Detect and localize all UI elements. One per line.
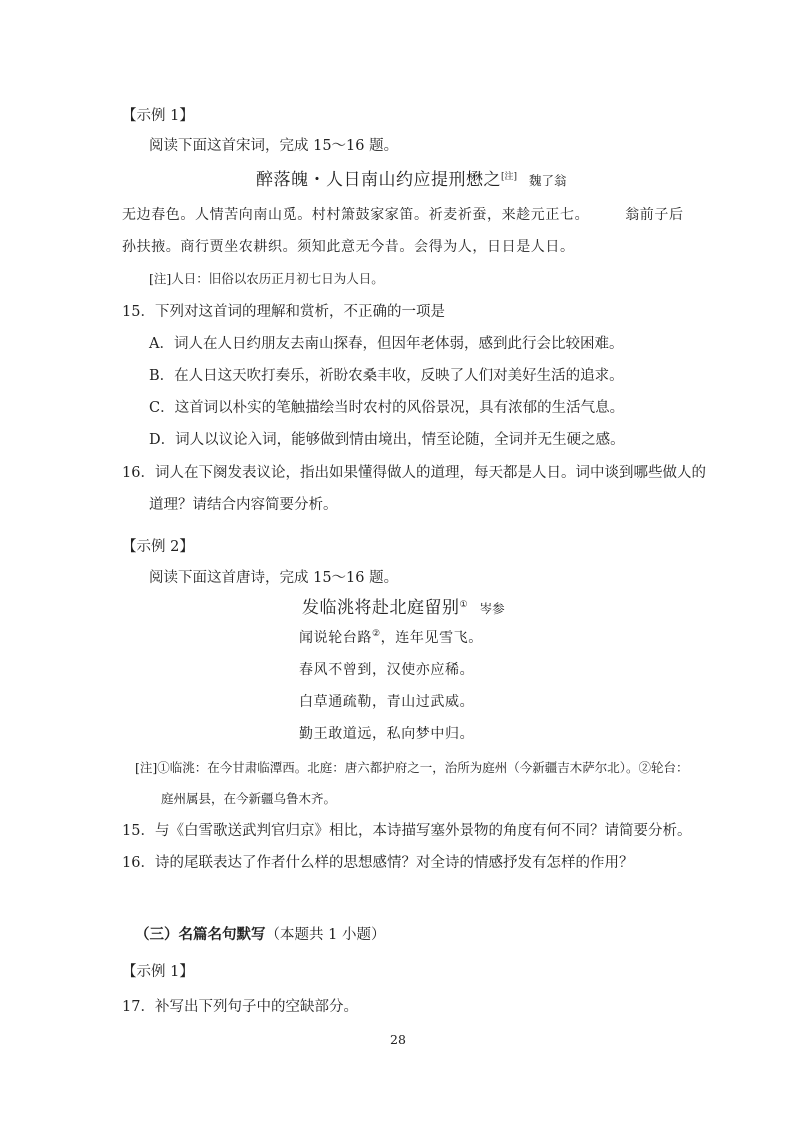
example2-note-line-2: 庭州属县，在今新疆乌鲁木齐。 <box>161 791 337 806</box>
example1-instruction: 阅读下面这首宋词，完成 15～16 题。 <box>149 138 399 154</box>
verse-1-start: 闻说轮台路 <box>299 630 372 646</box>
section3-label: 【示例 1】 <box>122 964 194 980</box>
example1-option-c: C．这首词以朴实的笔触描绘当时农村的风俗景况，具有浓郁的生活气息。 <box>149 400 625 416</box>
poem-author: 魏了翁 <box>529 173 567 188</box>
example1-option-d: D．词人以议论入词，能够做到情由境出，情至论随，全词并无生硬之感。 <box>149 432 625 448</box>
example1-question-16-line-1: 16．词人在下阕发表议论，指出如果懂得做人的道理，每天都是人日。词中谈到哪些做人的 <box>122 465 706 481</box>
example2-label: 【示例 2】 <box>122 539 194 555</box>
poem-title-text: 醉落魄・人日南山约应提刑懋之 <box>256 170 501 190</box>
example1-question-15: 15．下列对这首词的理解和赏析，不正确的一项是 <box>122 304 445 320</box>
example1-option-a: A．词人在人日约朋友去南山探春，但因年老体弱，感到此行会比较困难。 <box>149 336 624 352</box>
example2-verse-4: 勤王敢道远，私向梦中归。 <box>299 726 475 742</box>
example1-question-16-line-2: 道理？请结合内容简要分析。 <box>149 497 338 513</box>
poem-line-1-main: 无边春色。人情苦向南山觅。村村箫鼓家家笛。祈麦祈蚕，来趁元正七。 <box>122 207 590 223</box>
example2-instruction: 阅读下面这首唐诗，完成 15～16 题。 <box>149 570 399 586</box>
poem-author: 岑参 <box>479 601 505 616</box>
example2-question-15: 15．与《白雪歌送武判官归京》相比，本诗描写塞外景物的角度有何不同？请简要分析。 <box>122 823 692 839</box>
example2-note-line-1: [注]①临洮：在今甘肃临潭西。北庭：唐六都护府之一，治所为庭州（今新疆吉木萨尔北）。②轮台： <box>135 760 689 775</box>
section3-heading <box>135 925 385 945</box>
example2-verse-3: 白草通疏勒，青山过武威。 <box>299 694 475 710</box>
example1-poem-title <box>256 170 567 191</box>
example2-poem-title <box>302 598 505 619</box>
verse-1-end: ，连年见雪飞。 <box>380 630 483 646</box>
section3-question-17: 17．补写出下列句子中的空缺部分。 <box>122 999 358 1015</box>
section3-heading-bold: （三）名篇名句默写 <box>135 926 266 943</box>
example2-verse-2: 春风不曾到，汉使亦应稀。 <box>299 662 475 678</box>
example2-verse-1 <box>299 628 483 648</box>
example1-poem-line-2: 孙扶掖。商行贾坐农耕织。须知此意无今昔。会得为人，日日是人日。 <box>122 239 575 255</box>
page-number: 28 <box>390 1032 406 1047</box>
poem-title-note-mark: ① <box>459 600 468 610</box>
example1-label: 【示例 1】 <box>122 108 194 124</box>
poem-title-note-mark: [注] <box>501 172 518 182</box>
poem-title-text: 发临洮将赴北庭留别 <box>302 598 460 618</box>
example1-option-b: B．在人日这天吹打奏乐，祈盼农桑丰收，反映了人们对美好生活的追求。 <box>149 368 624 384</box>
poem-line-1-tail: 翁前子后 <box>625 207 684 223</box>
verse-1-note-mark: ② <box>372 629 381 639</box>
example2-question-16: 16．诗的尾联表达了作者什么样的思想感情？对全诗的情感抒发有怎样的作用？ <box>122 855 634 871</box>
example1-note: [注]人日：旧俗以农历正月初七日为人日。 <box>149 271 384 286</box>
section3-heading-count: （本题共 1 小题） <box>265 927 386 943</box>
example1-poem-line-1 <box>122 205 684 225</box>
